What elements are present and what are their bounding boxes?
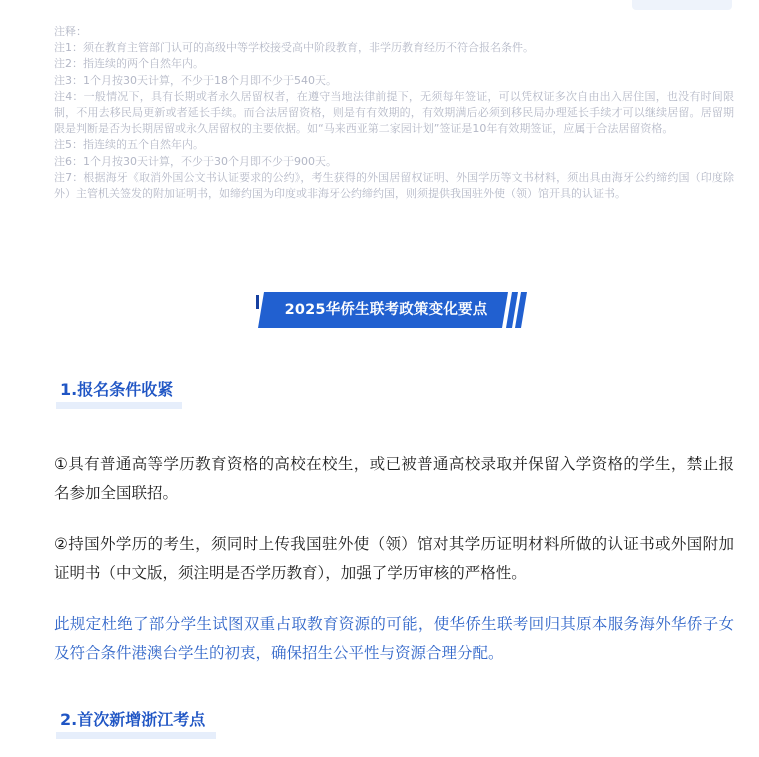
- policy-banner: [256, 292, 532, 328]
- note-2: 注2：指连续的两个自然年内。: [54, 57, 204, 71]
- section-heading-2-text: 2.首次新增浙江考点: [60, 710, 206, 729]
- note-7: 注7：根据海牙《取消外国公文书认证要求的公约》，考生获得的外国居留权证明、外国学历等文书材料，须出具由海牙公约缔约国（印度除外）主管机关签发的附加证明书，如缔约国为印度或非海牙公约缔约国，则须提供我国驻外使（领）馆开具的认证书。: [54, 170, 734, 201]
- paragraph-summary: 此规定杜绝了部分学生试图双重占取教育资源的可能，使华侨生联考回归其原本服务海外华侨子女及符合条件港澳台学生的初衷，确保招生公平性与资源合理分配。: [54, 615, 734, 662]
- section-heading-2: [56, 708, 216, 736]
- heading-highlight: [56, 732, 216, 739]
- section-heading-1-text: 1.报名条件收紧: [60, 380, 174, 399]
- notes-heading: 注释：: [54, 25, 87, 38]
- note-4: 注4：一般情况下，具有长期或者永久居留权者，在遵守当地法律前提下，无须每年签证，可以凭权证多次自由出入居住国，也没有时间限制，不用去移民局更新或者延长手续。而合法居留资格，则是有有效期的，有效期满后必须到移民局办理延长手续才可以继续居留。居留期限是判断是否为长期居留或永久居留权的主要依据。如“马来西亚第二家园计划”签证是10年有效期签证，应属于合法居留资格。: [54, 89, 734, 136]
- banner-title: 2025华侨生联考政策变化要点: [284, 302, 488, 318]
- note-3: 注3：1个月按30天计算，不少于18个月即不少于540天。: [54, 73, 337, 87]
- section-heading-1: [56, 378, 182, 406]
- paragraph-rule-2: ②持国外学历的考生，须同时上传我国驻外使（领）馆对其学历证明材料所做的认证书或外国附加证明书（中文版，须注明是否学历教育），加强了学历审核的严格性。: [54, 535, 734, 582]
- footnotes-block: [54, 24, 734, 202]
- top-decorative-tab: [632, 0, 732, 10]
- paragraph-rule-1: ①具有普通高等学历教育资格的高校在校生，或已被普通高校录取并保留入学资格的学生，禁止报名参加全国联招。: [54, 455, 734, 502]
- note-5: 注5：指连续的五个自然年内。: [54, 138, 204, 152]
- note-1: 注1：须在教育主管部门认可的高级中等学校接受高中阶段教育，非学历教育经历不符合报名条件。: [54, 41, 534, 55]
- heading-highlight: [56, 402, 182, 409]
- note-6: 注6：1个月按30天计算，不少于30个月即不少于900天。: [54, 154, 337, 168]
